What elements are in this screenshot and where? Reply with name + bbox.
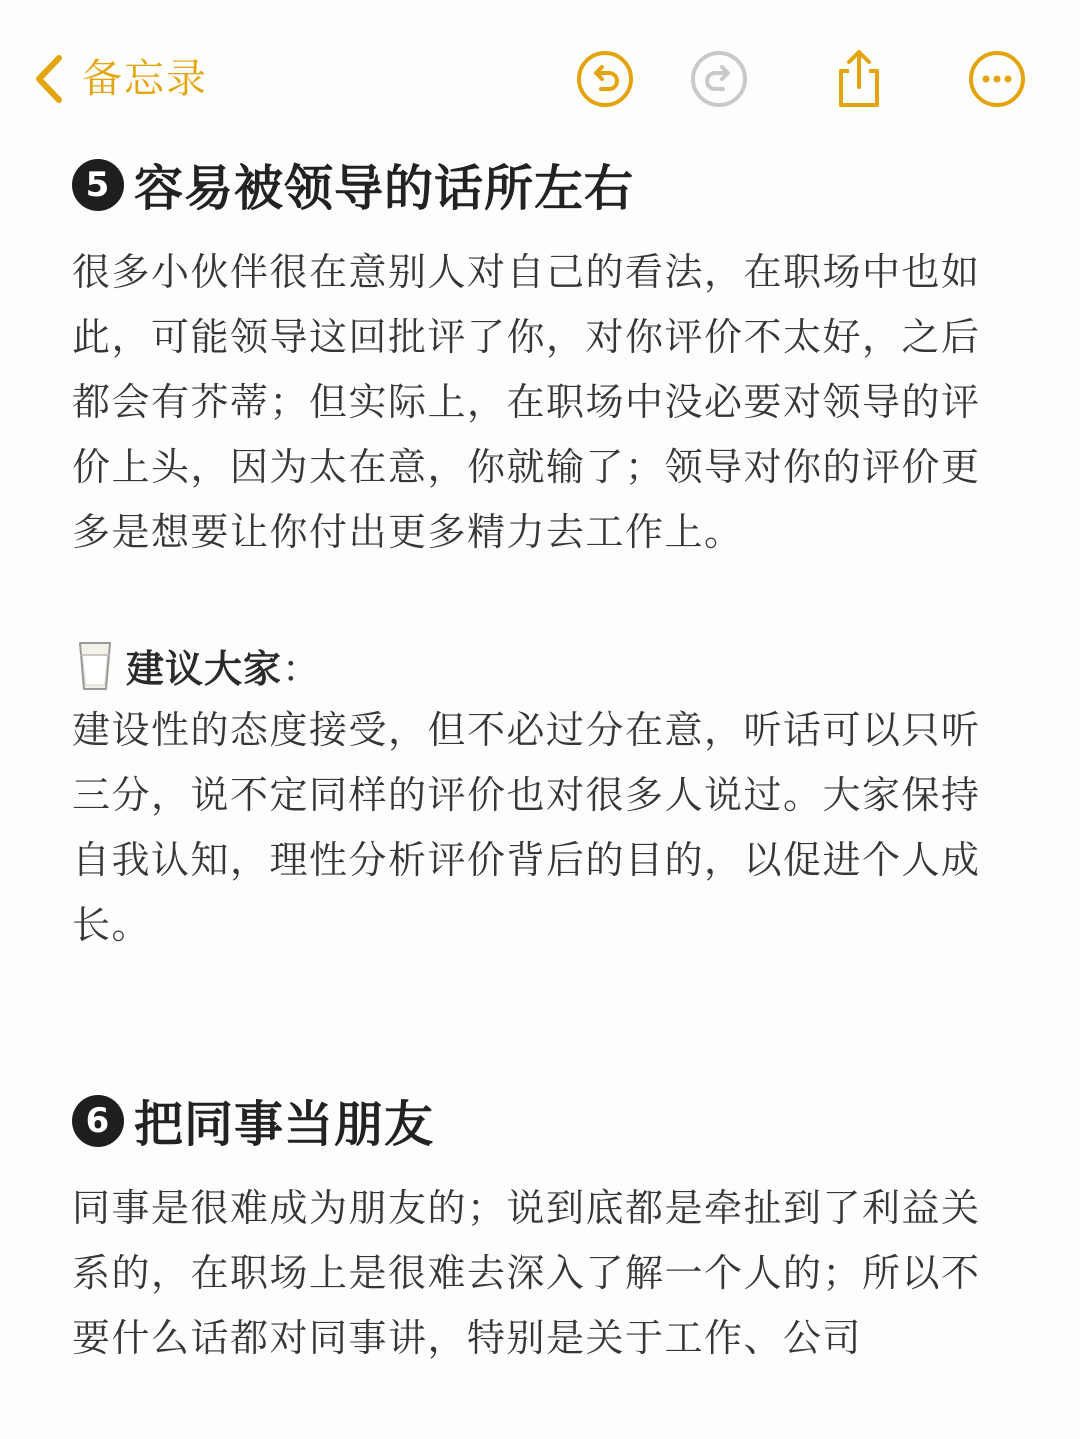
milk-glass-icon xyxy=(72,638,118,694)
tip-label: 建议大家 xyxy=(126,647,283,691)
navigation-bar xyxy=(0,0,1080,140)
section-6-paragraph: 同事是很难成为朋友的；说到底都是牵扯到了利益关系的，在职场上是很难去深入了解一个人的；所以不要什么话都对同事讲，特别是关于工作、公司 xyxy=(72,1186,981,1360)
note-body[interactable] xyxy=(72,150,1017,1371)
number-badge-6: 6 xyxy=(72,1095,124,1147)
section-6-title: 把同事当朋友 xyxy=(134,1096,435,1153)
undo-button[interactable] xyxy=(572,46,638,112)
redo-button[interactable] xyxy=(686,46,752,112)
section-5-title: 容易被领导的话所左右 xyxy=(134,160,635,217)
section-5-paragraph: 很多小伙伴很在意别人对自己的看法，在职场中也如此，可能领导这回批评了你，对你评价不太好，之后都会有芥蒂；但实际上，在职场中没必要对领导的评价上头，因为太在意，你就输了；领导对你的评价更多是想要让你付出更多精力去工作上。 xyxy=(72,250,981,554)
more-icon xyxy=(967,49,1027,109)
chevron-left-icon xyxy=(28,46,68,112)
number-badge-5: 5 xyxy=(72,159,124,211)
spacer xyxy=(72,958,1017,1086)
back-label: 备忘录 xyxy=(82,56,208,102)
section-6-heading xyxy=(72,1086,1017,1156)
undo-icon xyxy=(575,49,635,109)
share-icon xyxy=(831,47,887,111)
tip-colon: ： xyxy=(282,647,321,691)
share-button[interactable] xyxy=(826,46,892,112)
tip-heading xyxy=(72,633,1017,698)
more-button[interactable] xyxy=(964,46,1030,112)
back-button[interactable] xyxy=(28,46,208,112)
redo-icon xyxy=(689,49,749,109)
tip-paragraph: 建设性的态度接受，但不必过分在意，听话可以只听三分，说不定同样的评价也对很多人说过。大家保持自我认知，理性分析评价背后的目的，以促进个人成长。 xyxy=(72,708,981,947)
section-5-heading xyxy=(72,150,1017,220)
